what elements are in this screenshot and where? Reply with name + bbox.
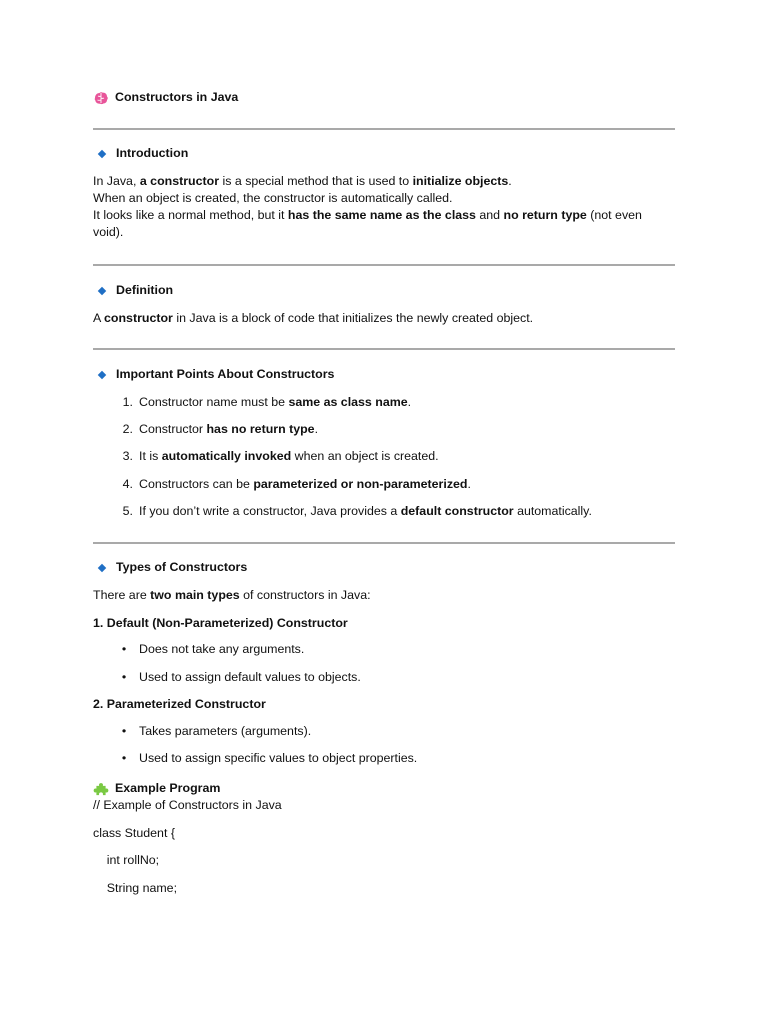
intro-line-2: When an object is created, the constructor is automatically called. xyxy=(93,191,453,205)
example-heading xyxy=(93,780,675,797)
definition-heading xyxy=(93,282,675,299)
code-line: int rollNo; xyxy=(93,853,160,867)
code-line: // Example of Constructors in Java xyxy=(93,798,282,812)
diamond-icon xyxy=(98,370,106,378)
example-heading-text: Example Program xyxy=(115,781,221,795)
diamond-icon xyxy=(98,149,106,157)
types-heading-text: Types of Constructors xyxy=(116,560,248,574)
types-intro: There are two main types of constructors in Java: xyxy=(93,588,371,602)
points-heading-text: Important Points About Constructors xyxy=(116,367,335,381)
definition-paragraph: A constructor in Java is a block of code that initializes the newly created object. xyxy=(93,311,534,325)
intro-line-4: void). xyxy=(93,225,124,239)
divider xyxy=(93,128,675,130)
title-text: Constructors in Java xyxy=(115,90,239,104)
intro-paragraph xyxy=(93,173,675,241)
intro-line-3: It looks like a normal method, but it has the same name as the class and no return type (not even xyxy=(93,208,642,222)
page-title xyxy=(93,89,675,106)
divider xyxy=(93,264,675,266)
definition-heading-text: Definition xyxy=(116,283,174,297)
intro-heading xyxy=(93,145,675,162)
intro-line-1: In Java, a constructor is a special method that is used to initialize objects. xyxy=(93,174,512,188)
code-line: class Student { xyxy=(93,826,175,840)
code-line: String name; xyxy=(93,881,178,895)
type-1-heading: 1. Default (Non-Parameterized) Constructor xyxy=(93,616,348,630)
document-page: Constructors in Java Introduction In Java, a constructor is a special method that is used to initialize objects. When an object is created, the constructor is automatically called. It looks like a normal method, but it has the same name as the class and no return type (not even void). Definition A constructor in Java is a block of code that initializes the newly created object. Important Points About Constructors 1. Constructor name must be same as class name. 2. Constructor has no return type. 3. It is automatically invoked when an object is created. 4. Constructors can be parameterized or non-parameterized. 5. If you don’t write a constructor, Java provides a default constructor automatically. Types of Constructors There are two main types of constructors in Java: 1. Default (Non-Parameterized) Constructor • Does not take any arguments. • Used to assign default values to objects. 2. Parameterized Constructor • Takes parameters (arguments). • Used to assign specific values to object properties. Example Program // Example of Constructors in Java class Student { int rollNo; String name; xyxy=(0,0,768,1024)
types-heading xyxy=(93,559,675,576)
puzzle-icon xyxy=(93,781,109,797)
points-heading xyxy=(93,366,675,383)
divider xyxy=(93,348,675,350)
brain-icon xyxy=(93,90,109,106)
type-2-heading: 2. Parameterized Constructor xyxy=(93,697,266,711)
intro-heading-text: Introduction xyxy=(116,146,189,160)
diamond-icon xyxy=(98,286,106,294)
diamond-icon xyxy=(98,563,106,571)
divider xyxy=(93,542,675,544)
